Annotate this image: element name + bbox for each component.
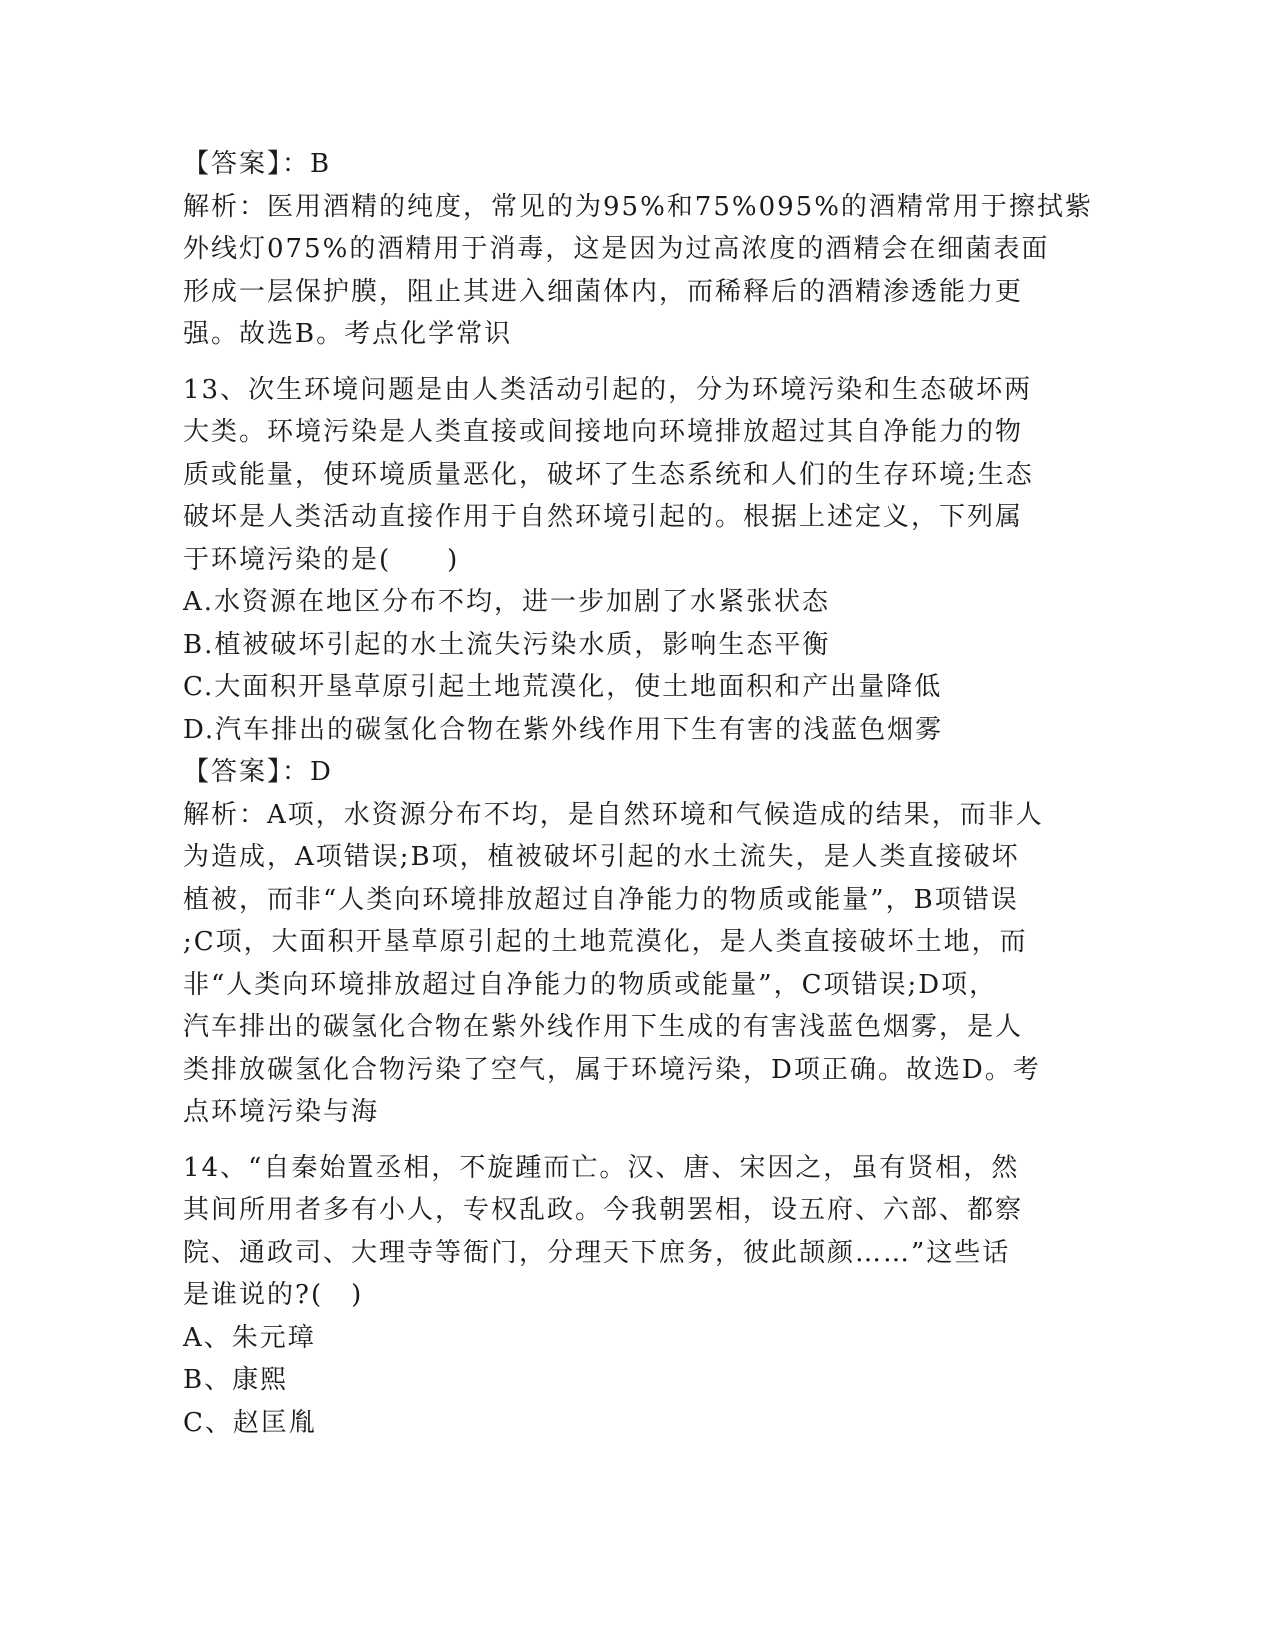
analysis-line: 解析：医用酒精的纯度，常见的为95%和75%095%的酒精常用于擦拭紫 bbox=[183, 191, 1093, 222]
question-stem-line: 是谁说的?( ) bbox=[183, 1280, 364, 1310]
analysis-line: 点环境污染与海 bbox=[183, 1097, 380, 1127]
analysis-line: 类排放碳氢化合物污染了空气，属于环境污染，D项正确。故选D。考 bbox=[183, 1054, 1041, 1085]
question-13 bbox=[183, 369, 1063, 1134]
analysis-line: 外线灯075%的酒精用于消毒，这是因为过高浓度的酒精会在细菌表面 bbox=[183, 234, 1050, 264]
option-a: A、朱元璋 bbox=[183, 1322, 316, 1353]
option-b: B、康熙 bbox=[183, 1365, 289, 1395]
document-page bbox=[183, 143, 1093, 1444]
answer-label: 【答案】：B bbox=[183, 149, 332, 179]
option-b: B.植被破坏引起的水土流失污染水质，影响生态平衡 bbox=[183, 629, 831, 660]
option-c: C.大面积开垦草原引起土地荒漠化，使土地面积和产出量降低 bbox=[183, 672, 943, 702]
question-stem-line: 破坏是人类活动直接作用于自然环境引起的。根据上述定义，下列属 bbox=[183, 502, 1024, 532]
analysis-line: 形成一层保护膜，阻止其进入细菌体内，而稀释后的酒精渗透能力更 bbox=[183, 276, 1024, 307]
analysis-line: ;C项，大面积开垦草原引起的土地荒漠化，是人类直接破坏土地，而 bbox=[183, 927, 1028, 957]
question-stem-line: 13、次生环境问题是由人类活动引起的，分为环境污染和生态破坏两 bbox=[183, 374, 1033, 405]
analysis-line: 为造成，A项错误;B项，植被破坏引起的水土流失，是人类直接破坏 bbox=[183, 842, 1020, 872]
question-stem-line: 院、通政司、大理寺等衙门，分理天下庶务，彼此颉颜……”这些话 bbox=[183, 1237, 1011, 1268]
spacer bbox=[183, 356, 1063, 369]
question-stem-line: 14、“自秦始置丞相，不旋踵而亡。汉、唐、宋因之，虽有贤相，然 bbox=[183, 1152, 1020, 1183]
question-stem-line: 于环境污染的是( ) bbox=[183, 544, 460, 575]
analysis-line: 植被，而非“人类向环境排放超过自净能力的物质或能量”，B项错误 bbox=[183, 884, 1019, 915]
question-stem-line: 其间所用者多有小人，专权乱政。今我朝罢相，设五府、六部、都察 bbox=[183, 1195, 1024, 1225]
question-12-answer-block bbox=[183, 143, 1093, 356]
option-a: A.水资源在地区分布不均，进一步加剧了水紧张状态 bbox=[183, 587, 831, 617]
option-c: C、赵匡胤 bbox=[183, 1407, 317, 1438]
question-stem-line: 质或能量，使环境质量恶化，破坏了生态系统和人们的生存环境;生态 bbox=[183, 459, 1034, 490]
spacer bbox=[183, 1134, 1063, 1147]
question-stem-line: 大类。环境污染是人类直接或间接地向环境排放超过其自净能力的物 bbox=[183, 417, 1024, 447]
analysis-line: 解析：A项，水资源分布不均，是自然环境和气候造成的结果，而非人 bbox=[183, 799, 1044, 830]
analysis-line: 强。故选B。考点化学常识 bbox=[183, 319, 513, 349]
question-14 bbox=[183, 1147, 1063, 1445]
option-d: D.汽车排出的碳氢化合物在紫外线作用下生有害的浅蓝色烟雾 bbox=[183, 714, 944, 745]
analysis-line: 非“人类向环境排放超过自净能力的物质或能量”，C项错误;D项， bbox=[183, 969, 998, 1000]
answer-label: 【答案】：D bbox=[183, 757, 333, 787]
analysis-line: 汽车排出的碳氢化合物在紫外线作用下生成的有害浅蓝色烟雾，是人 bbox=[183, 1012, 1024, 1042]
